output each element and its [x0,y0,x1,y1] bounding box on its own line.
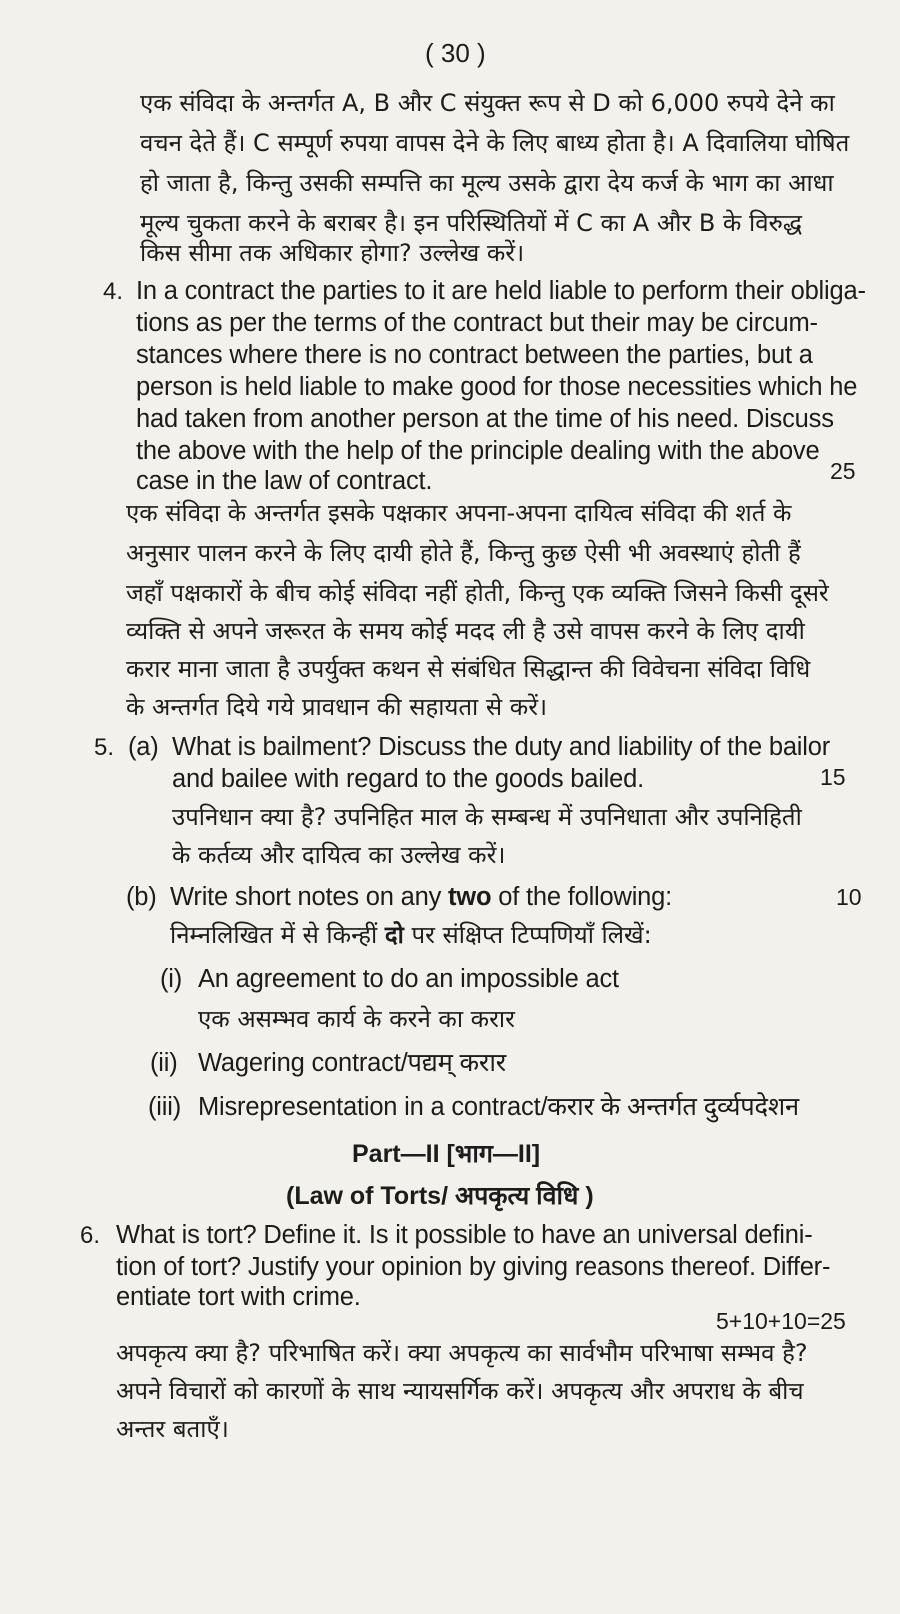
q5b-english-line: Write short notes on any two of the following: [170,883,673,911]
q5b-item-hindi: एक असम्भव कार्य के करने का करार [198,1005,515,1033]
q4-hindi-line: जहाँ पक्षकारों के बीच कोई संविदा नहीं होती, किन्तु एक व्यक्ति जिसने किसी दूसरे [126,579,829,607]
q3-hindi-line: मूल्य चुकता करने के बराबर है। इन परिस्थितियों में C का A और B के विरुद्ध [140,209,803,237]
question-number: 6. [80,1222,101,1249]
q3-hindi-line: हो जाता है, किन्तु उसकी सम्पत्ति का मूल्य उसके द्वारा देय कर्ज के भाग का आधा [140,169,834,197]
q4-english-line: case in the law of contract. [136,467,433,495]
q5b-marks: 10 [836,884,862,910]
q4-hindi-line: करार माना जाता है उपर्युक्त कथन से संबंधित सिद्धान्त की विवेचना संविदा विधि [126,655,811,683]
q4-english-line: stances where there is no contract between the parties, but a [136,341,813,369]
q4-english-line: the above with the help of the principle dealing with the above [136,437,820,465]
q5b-item-english: Wagering contract/पद्यम् करार [198,1049,506,1077]
q5a-hindi-line: के कर्तव्य और दायित्व का उल्लेख करें। [172,841,506,869]
q3-hindi-line: एक संविदा के अन्तर्गत A, B और C संयुक्त रूप से D को 6,000 रुपये देने का [140,89,835,117]
q6-marks: 5+10+10=25 [716,1308,846,1334]
q5b-item-label: (iii) [148,1093,181,1121]
q6-hindi-line: अपकृत्य क्या है? परिभाषित करें। क्या अपकृत्य का सार्वभौम परिभाषा सम्भव है? [116,1339,808,1367]
q5b-item-english: An agreement to do an impossible act [198,965,619,993]
q5b-item-label: (i) [160,965,183,993]
q5a-marks: 15 [820,764,846,790]
section-subheading: (Law of Torts/ अपकृत्य विधि ) [286,1182,594,1210]
q5b-hindi-line: निम्नलिखित में से किन्हीं दो पर संक्षिप्त टिप्पणियाँ लिखें: [170,921,652,949]
q4-hindi-line: व्यक्ति से अपने जरूरत के समय कोई मदद ली है उसे वापस करने के लिए दायी [126,617,805,645]
q5a-label: (a) [128,733,159,761]
q5b-item-label: (ii) [150,1049,178,1077]
page-number: ( 30 ) [425,38,486,68]
q5b-item-english: Misrepresentation in a contract/करार के अन्तर्गत दुर्व्यपदेशन [198,1093,799,1121]
q4-english-line: tions as per the terms of the contract but their may be circum- [136,309,818,337]
q6-english-line: tion of tort? Justify your opinion by giving reasons thereof. Differ- [116,1253,831,1281]
q6-hindi-line: अन्तर बताएँ। [116,1415,229,1443]
q6-english-line: entiate tort with crime. [116,1283,361,1311]
q5a-english-line: What is bailment? Discuss the duty and liability of the bailor [172,733,831,761]
part-heading: Part—II [भाग—II] [352,1140,541,1168]
q4-marks: 25 [830,458,856,484]
question-number: 4. [103,278,124,305]
question-number: 5. [94,734,115,761]
q6-english-line: What is tort? Define it. Is it possible to have an universal defini- [116,1221,813,1249]
q4-english-line: In a contract the parties to it are held liable to perform their obliga- [136,277,866,305]
q4-hindi-line: अनुसार पालन करने के लिए दायी होते हैं, किन्तु कुछ ऐसी भी अवस्थाएं होती हैं [126,539,801,567]
q4-english-line: person is held liable to make good for those necessities which he [136,373,858,401]
q3-hindi-line: किस सीमा तक अधिकार होगा? उल्लेख करें। [140,239,525,267]
q5a-hindi-line: उपनिधान क्या है? उपनिहित माल के सम्बन्ध में उपनिधाता और उपनिहिती [172,803,802,831]
q5a-english-line: and bailee with regard to the goods bailed. [172,765,644,793]
q5b-label: (b) [126,883,157,911]
q4-english-line: had taken from another person at the time of his need. Discuss [136,405,834,433]
q4-hindi-line: एक संविदा के अन्तर्गत इसके पक्षकार अपना-अपना दायित्व संविदा की शर्त के [126,499,792,527]
q3-hindi-line: वचन देते हैं। C सम्पूर्ण रुपया वापस देने के लिए बाध्य होता है। A दिवालिया घोषित [140,129,850,157]
q6-hindi-line: अपने विचारों को कारणों के साथ न्यायसर्गिक करें। अपकृत्य और अपराध के बीच [116,1377,804,1405]
q4-hindi-line: के अन्तर्गत दिये गये प्रावधान की सहायता से करें। [126,693,548,721]
